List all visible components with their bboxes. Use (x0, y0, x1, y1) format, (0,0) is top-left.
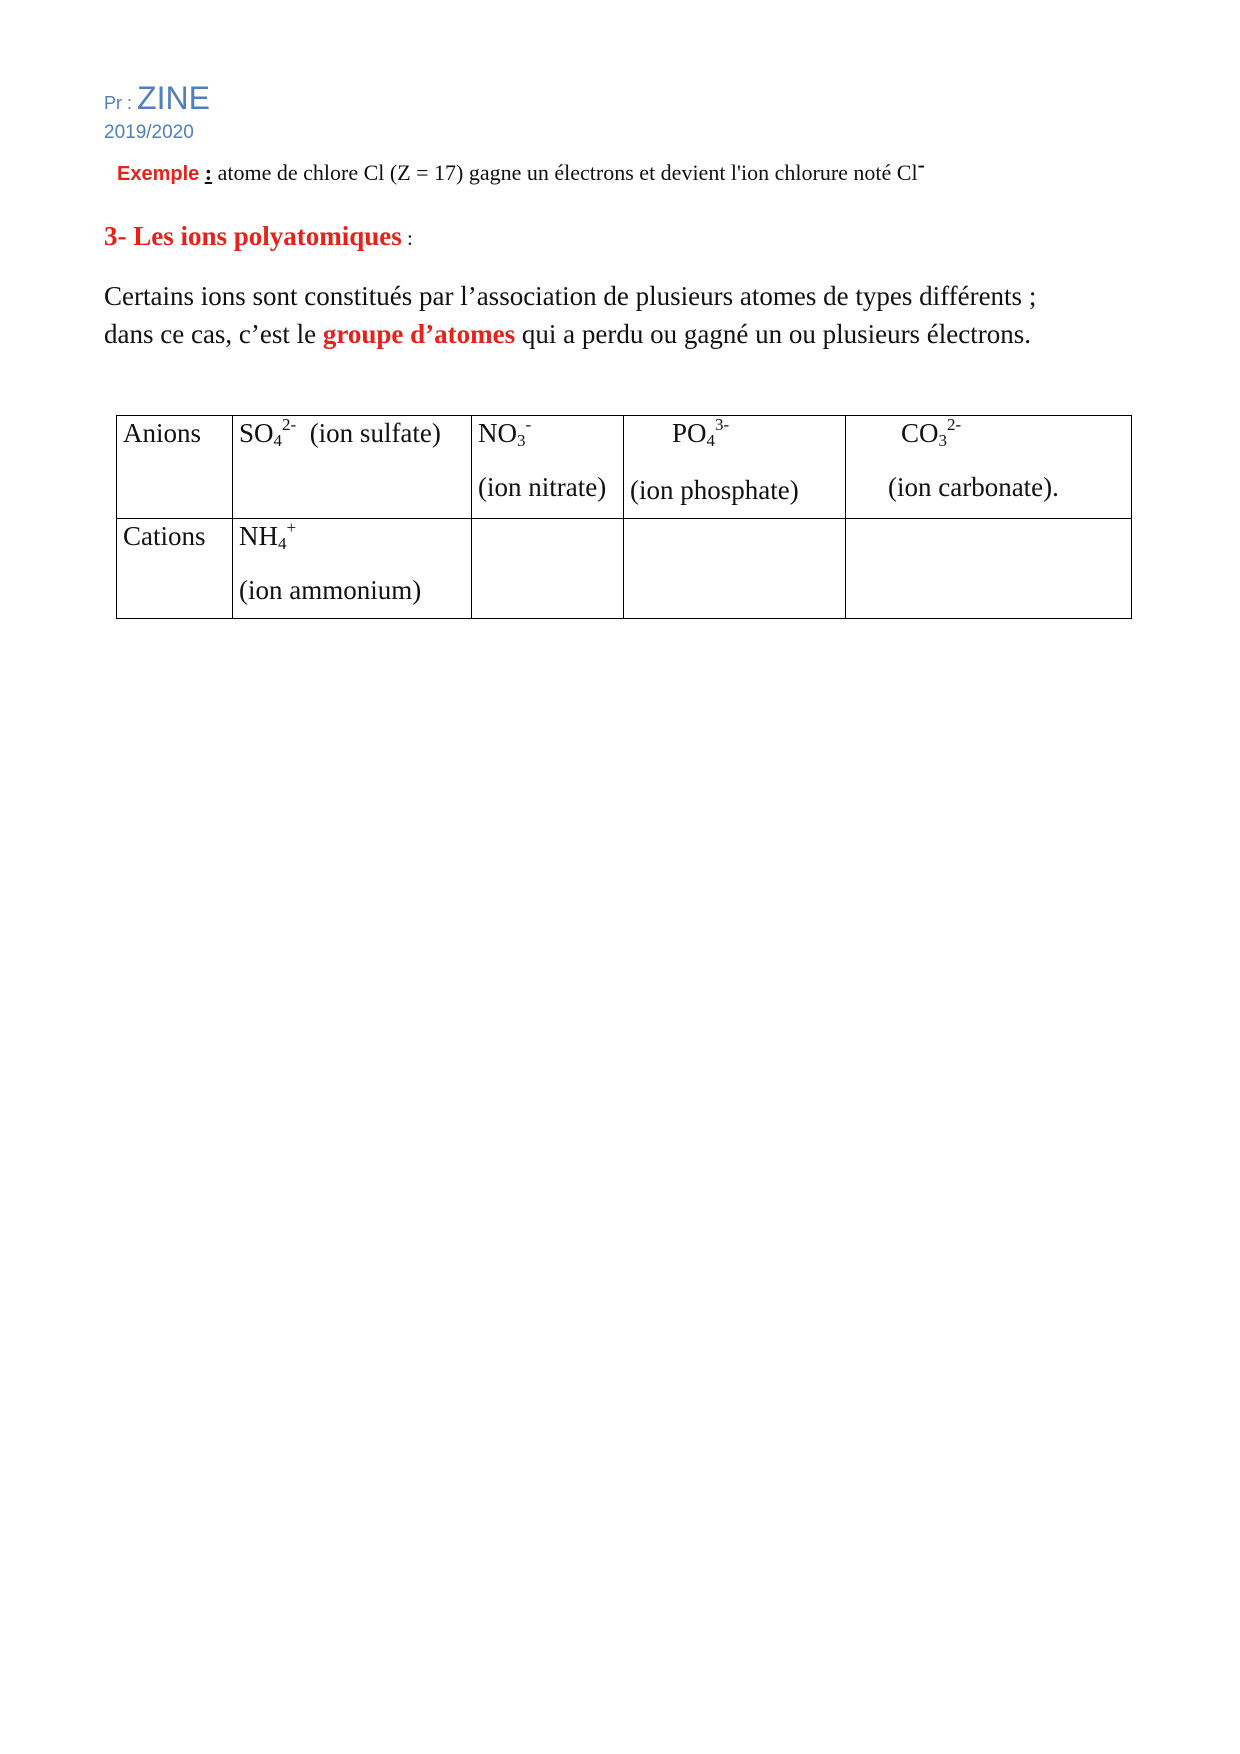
paragraph-text-before: Certains ions sont constitués par l’association de plusieurs atomes de types différents ; dans ce cas, c’est le (104, 281, 1037, 349)
cations-label: Cations (123, 521, 206, 552)
ions-table (116, 415, 1132, 619)
sulfate-name: (ion sulfate) (309, 418, 441, 448)
anions-label-cell (117, 416, 233, 519)
empty-cell (624, 519, 846, 619)
carbonate-cell (846, 416, 1132, 519)
section-title: 3- Les ions polyatomiques (104, 221, 402, 251)
example-label: Exemple (117, 163, 200, 185)
ammonium-formula: $NH_4^+$ (239, 518, 297, 554)
carbonate-name: (ion carbonate). (888, 472, 1059, 502)
cations-label-cell (117, 519, 233, 619)
section-heading (104, 221, 413, 252)
ammonium-name: (ion ammonium) (239, 575, 422, 606)
table-row-cations (117, 519, 1132, 619)
sulfate-formula: $SO_4^{2-}$ (ion sulfate) (239, 415, 441, 450)
author-line (104, 80, 210, 117)
phosphate-formula: $PO_4^{3-}$ (672, 415, 730, 450)
author-prefix: Pr : (104, 93, 133, 113)
nitrate-formula: $NO_3^-$ (478, 415, 532, 450)
author-name: ZINE (137, 80, 210, 116)
example-text: atome de chlore Cl (Z = 17) gagne un électrons et devient l'ion chlorure noté Cl (212, 160, 918, 185)
ammonium-cell (233, 519, 472, 619)
anions-label: Anions (123, 418, 202, 448)
nitrate-name: (ion nitrate) (478, 472, 607, 502)
paragraph-text-after: qui a perdu ou gagné un ou plusieurs électrons. (515, 319, 1032, 349)
definition-paragraph (104, 277, 1044, 353)
phosphate-name: (ion phosphate) (630, 475, 799, 505)
empty-cell (846, 519, 1132, 619)
carbonate-formula: $CO_3^{2-}$ (901, 415, 962, 450)
table-row-anions (117, 416, 1132, 519)
section-colon: : (401, 226, 413, 250)
example-colon: : (204, 160, 213, 185)
empty-cell (472, 519, 624, 619)
nitrate-cell (472, 416, 624, 519)
school-year: 2019/2020 (104, 122, 194, 143)
paragraph-highlight: groupe d’atomes (322, 319, 516, 349)
phosphate-cell (624, 416, 846, 519)
chloride-charge: - (917, 152, 925, 177)
example-line (117, 152, 925, 186)
sulfate-cell (233, 416, 472, 519)
